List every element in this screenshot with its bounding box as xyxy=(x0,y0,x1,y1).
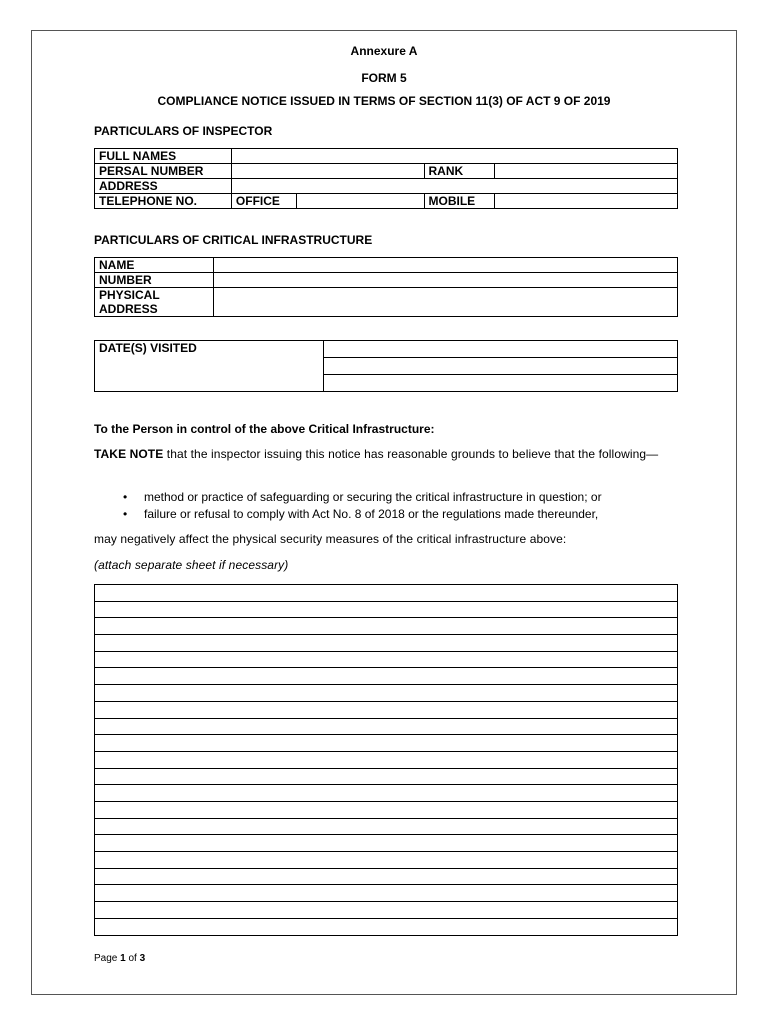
page-number xyxy=(94,953,145,964)
ruled-line[interactable] xyxy=(95,685,677,702)
ruled-line[interactable] xyxy=(95,602,677,619)
infrastructure-table xyxy=(94,257,678,317)
full-names-field[interactable] xyxy=(231,149,677,164)
ruled-line[interactable] xyxy=(95,652,677,669)
ruled-line[interactable] xyxy=(95,802,677,819)
page-current: 1 xyxy=(120,953,126,964)
dates-visited-table xyxy=(94,340,678,392)
ruled-line[interactable] xyxy=(95,902,677,919)
form-page xyxy=(31,30,737,995)
ruled-line[interactable] xyxy=(95,635,677,652)
ruled-line[interactable] xyxy=(95,719,677,736)
notice-details-area[interactable] xyxy=(94,584,678,936)
ruled-line[interactable] xyxy=(95,919,677,936)
address-field[interactable] xyxy=(231,179,677,194)
dates-visited-label: DATE(S) VISITED xyxy=(95,341,324,392)
grounds-list xyxy=(94,489,678,523)
inspector-heading: PARTICULARS OF INSPECTOR xyxy=(94,124,273,138)
page-word: Page xyxy=(94,953,118,964)
date-visited-field-2[interactable] xyxy=(323,358,677,375)
take-note-label: TAKE NOTE xyxy=(94,447,164,461)
addressee-line: To the Person in control of the above Critical Infrastructure: xyxy=(94,422,435,436)
full-names-label: FULL NAMES xyxy=(95,149,232,164)
infra-name-label: NAME xyxy=(95,258,214,273)
ruled-line[interactable] xyxy=(95,668,677,685)
list-item xyxy=(94,506,678,523)
bullet-text: failure or refusal to comply with Act No. 8 of 2018 or the regulations made thereunder, xyxy=(144,507,599,521)
infra-number-field[interactable] xyxy=(213,273,677,288)
infra-address-field[interactable] xyxy=(213,288,677,317)
consequence-text: may negatively affect the physical security measures of the critical infrastructure above: xyxy=(94,532,567,546)
ruled-line[interactable] xyxy=(95,869,677,886)
annexure-label: Annexure A xyxy=(350,44,418,58)
infra-number-label: NUMBER xyxy=(95,273,214,288)
infra-address-label xyxy=(95,288,214,317)
infrastructure-heading: PARTICULARS OF CRITICAL INFRASTRUCTURE xyxy=(94,233,373,247)
ruled-line[interactable] xyxy=(95,819,677,836)
list-item xyxy=(94,489,678,506)
ruled-line[interactable] xyxy=(95,785,677,802)
ruled-line[interactable] xyxy=(95,585,677,602)
ruled-line[interactable] xyxy=(95,835,677,852)
date-visited-field-3[interactable] xyxy=(323,375,677,392)
ruled-line[interactable] xyxy=(95,618,677,635)
inspector-table xyxy=(94,148,678,209)
office-phone-field[interactable] xyxy=(296,194,424,209)
ruled-line[interactable] xyxy=(95,752,677,769)
bullet-icon: • xyxy=(123,507,128,521)
persal-number-label: PERSAL NUMBER xyxy=(95,164,232,179)
address-label: ADDRESS xyxy=(95,179,232,194)
take-note-paragraph xyxy=(94,446,678,463)
of-word: of xyxy=(128,953,137,964)
rank-label: RANK xyxy=(424,164,495,179)
telephone-label: TELEPHONE NO. xyxy=(95,194,232,209)
form-title: COMPLIANCE NOTICE ISSUED IN TERMS OF SECTION 11(3) OF ACT 9 OF 2019 xyxy=(157,94,611,108)
bullet-text: method or practice of safeguarding or securing the critical infrastructure in question; or xyxy=(144,490,602,504)
date-visited-field-1[interactable] xyxy=(323,341,677,358)
mobile-phone-field[interactable] xyxy=(495,194,678,209)
bullet-icon: • xyxy=(123,490,128,504)
mobile-label: MOBILE xyxy=(424,194,495,209)
attach-note: (attach separate sheet if necessary) xyxy=(94,558,289,572)
office-label: OFFICE xyxy=(231,194,296,209)
ruled-line[interactable] xyxy=(95,885,677,902)
ruled-line[interactable] xyxy=(95,735,677,752)
take-note-text: that the inspector issuing this notice has reasonable grounds to believe that the following— xyxy=(163,447,659,461)
ruled-line[interactable] xyxy=(95,852,677,869)
infra-name-field[interactable] xyxy=(213,258,677,273)
persal-number-field[interactable] xyxy=(231,164,424,179)
infra-address-label-line1: PHYSICAL xyxy=(99,288,160,302)
form-number: FORM 5 xyxy=(361,71,407,85)
ruled-line[interactable] xyxy=(95,702,677,719)
rank-field[interactable] xyxy=(495,164,678,179)
infra-address-label-line2: ADDRESS xyxy=(99,302,158,316)
page-total: 3 xyxy=(139,953,146,964)
ruled-line[interactable] xyxy=(95,769,677,786)
